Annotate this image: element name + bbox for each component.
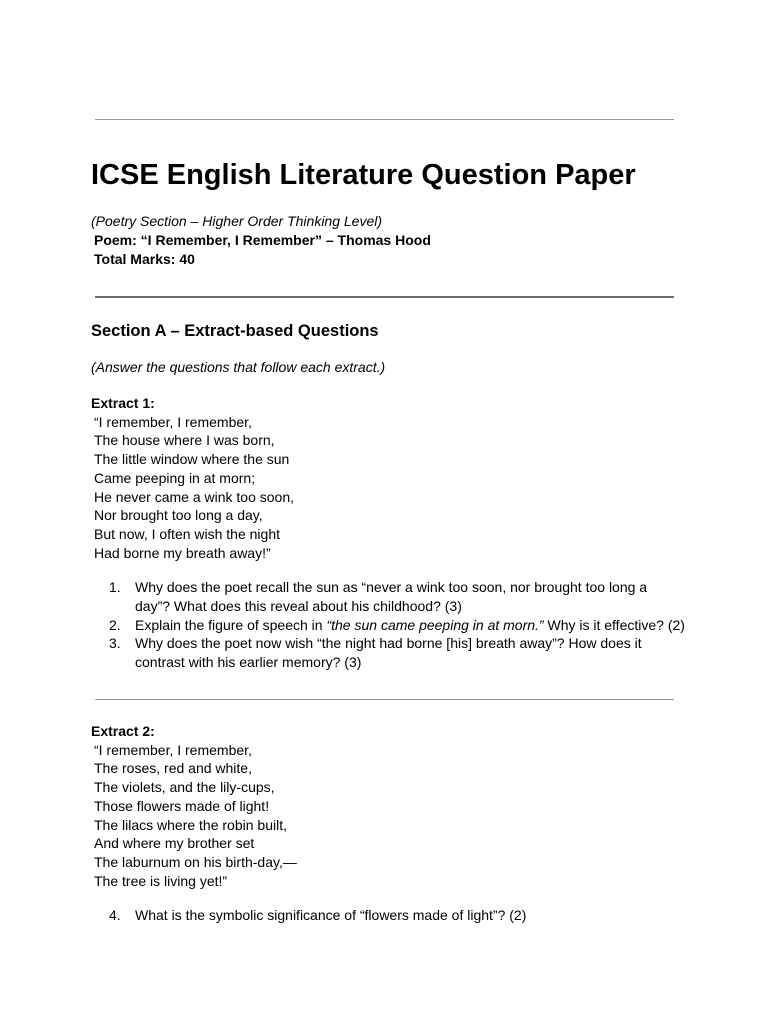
question-text-line: day”? What does this reveal about his childhood? (3): [135, 597, 462, 614]
total-marks: Total Marks: 40: [94, 251, 195, 267]
poem-line: And where my brother set: [94, 835, 255, 852]
extract-divider: [95, 699, 674, 700]
paper-meta: [91, 212, 431, 269]
extract-label: Extract 2:: [91, 723, 155, 739]
poem-line: “I remember, I remember,: [94, 741, 252, 758]
question-text-part: Explain the figure of speech in: [135, 616, 327, 633]
poem-line: The violets, and the lily-cups,: [94, 779, 275, 796]
extract-2-questions: [109, 906, 689, 925]
question-text: What is the symbolic significance of “flowers made of light”? (2): [135, 907, 527, 923]
poem-line: The tree is living yet!”: [94, 872, 228, 889]
question-text: [135, 616, 689, 635]
subtitle: (Poetry Section – Higher Order Thinking Level): [91, 213, 383, 229]
extract-2: [91, 722, 297, 890]
poem-line: The lilacs where the robin built,: [94, 816, 287, 833]
poem-line: The roses, red and white,: [94, 760, 252, 777]
question-text: [135, 634, 689, 672]
poem-line: Poem: “I Remember, I Remember” – Thomas Hood: [94, 232, 431, 248]
poem-line: The little window where the sun: [94, 451, 290, 468]
poem-line: He never came a wink too soon,: [94, 488, 294, 505]
question-text-part: Why is it effective? (2): [543, 616, 685, 633]
page-title: ICSE English Literature Question Paper: [91, 159, 636, 191]
question-text-line: contrast with his earlier memory? (3): [135, 654, 362, 671]
section-title: Section A – Extract-based Questions: [91, 322, 379, 340]
poem-line: Had borne my breath away!”: [94, 544, 271, 561]
poem-line: Those flowers made of light!: [94, 797, 270, 814]
section-divider: [95, 296, 674, 298]
poem-line: But now, I often wish the night: [94, 525, 281, 542]
extract-label: Extract 1:: [91, 395, 155, 411]
question-number: 1.: [109, 579, 121, 595]
question-number: 2.: [109, 616, 121, 633]
question-text-line: Why does the poet recall the sun as “never a wink too soon, nor brought too long a: [135, 579, 648, 595]
poem-line: “I remember, I remember,: [94, 413, 252, 430]
question-item: [109, 634, 689, 672]
poem-line: The laburnum on his birth-day,—: [94, 853, 297, 870]
question-item: [109, 906, 689, 925]
question-item: [109, 616, 689, 635]
question-number: 3.: [109, 635, 121, 652]
question-number: 4.: [109, 907, 121, 923]
extract-1-questions: [109, 578, 689, 672]
section-instruction: (Answer the questions that follow each extract.): [91, 359, 386, 375]
poem-line: The house where I was born,: [94, 432, 275, 449]
top-divider: [95, 119, 674, 120]
question-item: [109, 578, 689, 616]
poem-line: Nor brought too long a day,: [94, 507, 263, 524]
poem-line: Came peeping in at morn;: [94, 469, 256, 486]
question-text: [135, 578, 689, 616]
extract-1: [91, 394, 294, 562]
quoted-phrase: “the sun came peeping in at morn.”: [326, 616, 544, 633]
question-text-line: Why does the poet now wish “the night had borne [his] breath away”? How does it: [135, 635, 642, 652]
